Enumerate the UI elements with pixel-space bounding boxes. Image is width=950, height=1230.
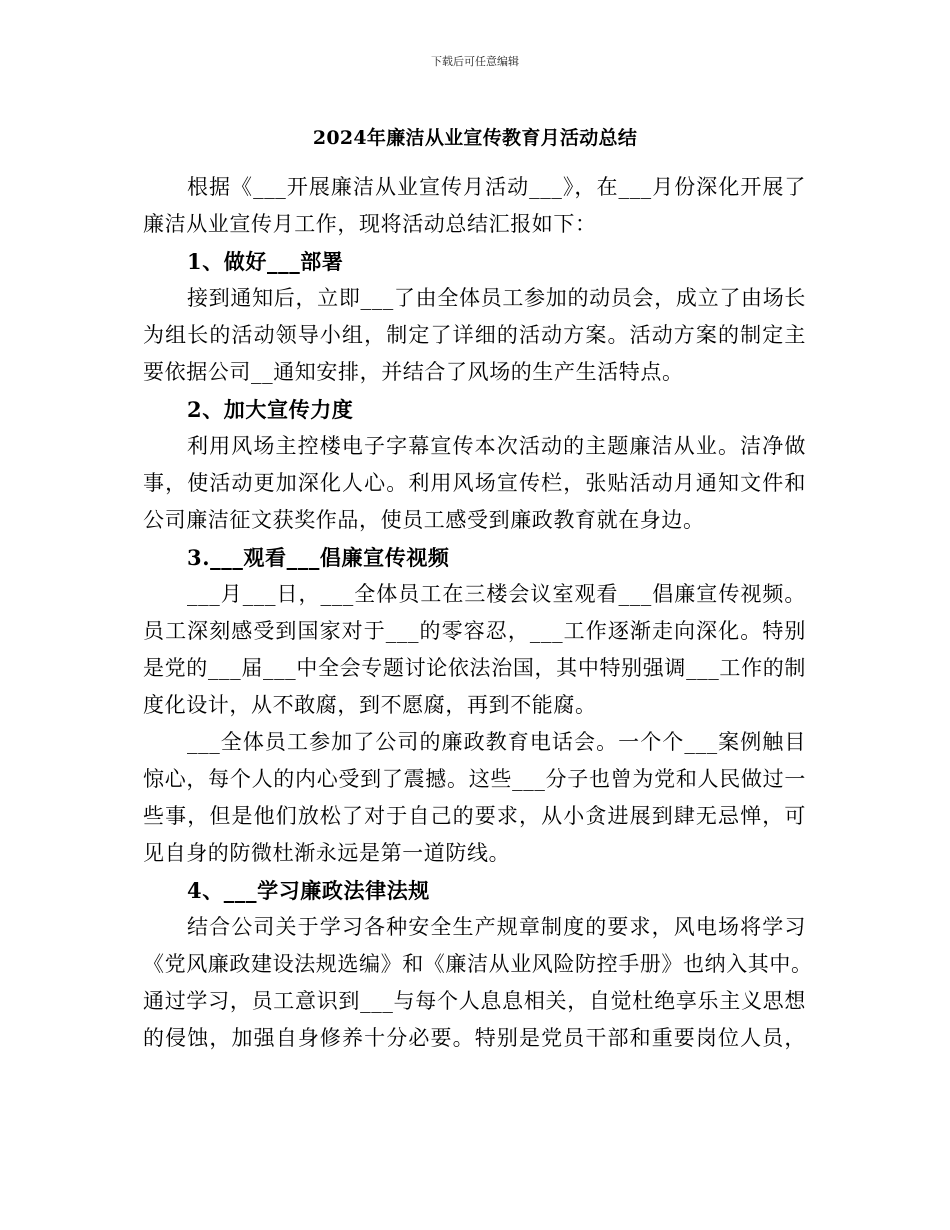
intro-paragraph <box>143 169 806 243</box>
section-paragraph <box>143 909 813 1057</box>
section-heading: 4、___学习廉政法律法规 <box>187 878 430 903</box>
paragraph-line: 《党风廉政建设法规选编》和《廉洁从业风险防控手册》也纳入其中。 <box>143 952 813 976</box>
paragraph-line: 结合公司关于学习各种安全生产规章制度的要求，风电场将学习 <box>187 915 806 939</box>
paragraph-line: 廉洁从业宣传月工作，现将活动总结汇报如下： <box>143 212 597 236</box>
section-paragraph <box>143 576 806 724</box>
paragraph-line: ___月___日，___全体员工在三楼会议室观看___倡廉宣传视频。 <box>187 582 806 606</box>
paragraph-line: 惊心，每个人的内心受到了震撼。这些___分子也曾为党和人民做过一 <box>143 767 806 791</box>
paragraph-line: 的侵蚀，加强自身修养十分必要。特别是党员干部和重要岗位人员， <box>143 1026 806 1050</box>
section-paragraph <box>143 280 806 391</box>
paragraph-line: 员工深刻感受到国家对于___的零容忍，___工作逐渐走向深化。特别 <box>143 619 806 643</box>
paragraph-line: 公司廉洁征文获奖作品，使员工感受到廉政教育就在身边。 <box>143 508 705 532</box>
section-heading: 3.___观看___倡廉宣传视频 <box>187 545 450 570</box>
paragraph-line: 利用风场主控楼电子字幕宣传本次活动的主题廉洁从业。洁净做 <box>187 434 806 458</box>
paragraph-line: 根据《___开展廉洁从业宣传月活动___》，在___月份深化开展了 <box>187 175 806 199</box>
download-note: 下载后可任意编辑 <box>431 55 519 68</box>
paragraph-line: 接到通知后，立即___了由全体员工参加的动员会，成立了由场长 <box>187 286 806 310</box>
paragraph-line: 事，使活动更加深化人心。利用风场宣传栏，张贴活动月通知文件和 <box>143 471 806 495</box>
section-4 <box>143 872 813 1057</box>
section-2 <box>143 391 806 539</box>
section-3 <box>143 539 806 872</box>
section-1 <box>143 243 806 391</box>
paragraph-line: 些事，但是他们放松了对于自己的要求，从小贪进展到肆无忌惮，可 <box>143 804 806 828</box>
section-heading: 2、加大宣传力度 <box>187 397 354 422</box>
paragraph-line: 是党的___届___中全会专题讨论依法治国，其中特别强调___工作的制 <box>143 656 806 680</box>
paragraph-line: ___全体员工参加了公司的廉政教育电话会。一个个___案例触目 <box>187 730 806 754</box>
section-heading: 1、做好___部署 <box>187 249 344 274</box>
document-title: 2024年廉洁从业宣传教育月活动总结 <box>312 127 638 149</box>
section-paragraph <box>143 428 806 539</box>
paragraph-line: 见自身的防微杜渐永远是第一道防线。 <box>143 841 511 865</box>
paragraph-line: 要依据公司__通知安排，并结合了风场的生产生活特点。 <box>143 360 684 384</box>
paragraph-line: 通过学习，员工意识到___与每个人息息相关，自觉杜绝享乐主义思想 <box>143 989 806 1013</box>
document-body <box>143 169 813 1057</box>
section-paragraph <box>143 724 806 872</box>
paragraph-line: 为组长的活动领导小组，制定了详细的活动方案。活动方案的制定主 <box>143 323 806 347</box>
paragraph-line: 度化设计，从不敢腐，到不愿腐，再到不能腐。 <box>143 693 597 717</box>
